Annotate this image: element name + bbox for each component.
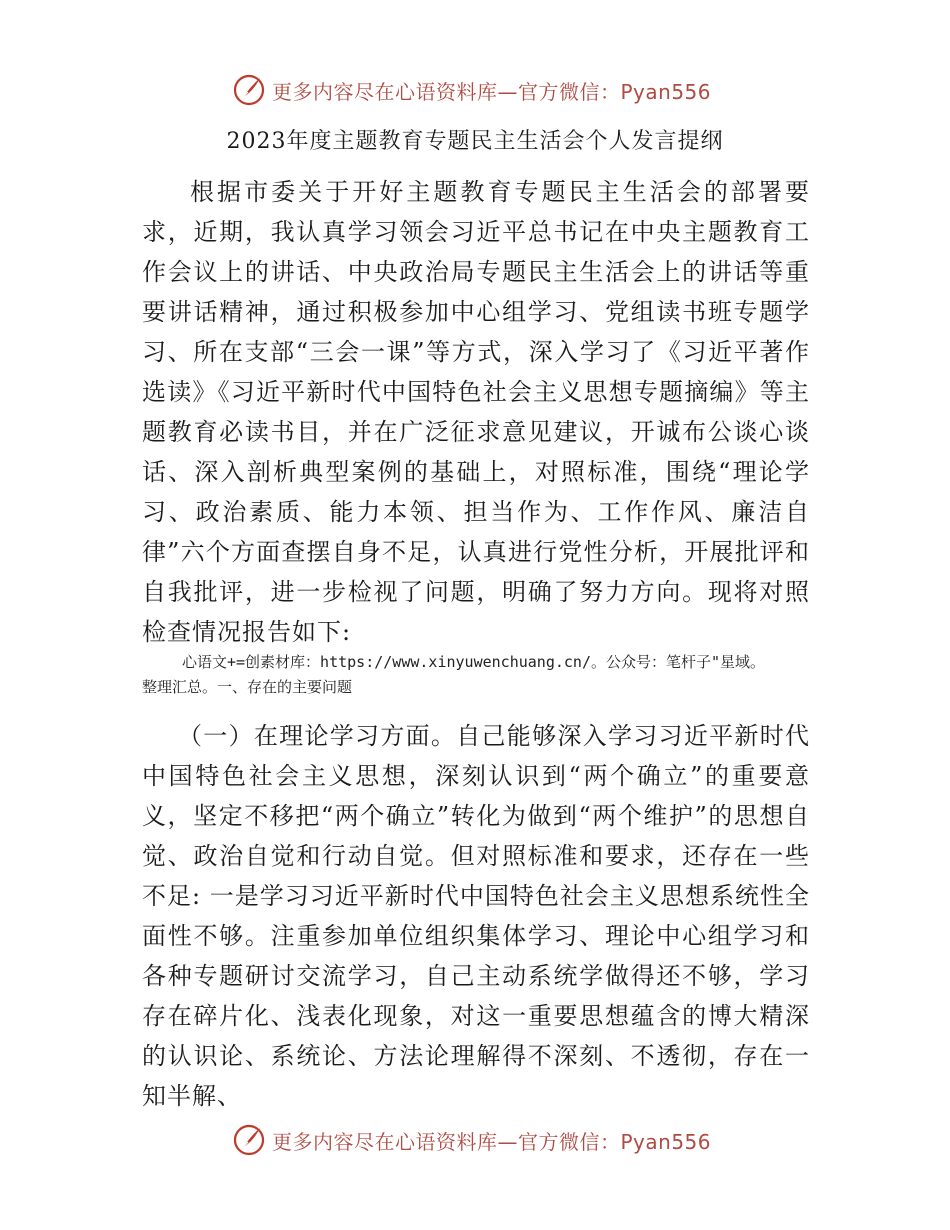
source-note-line-1: 心语文+=创素材库：https://www.xinyuwenchuang.cn/。公众号：笔杆子"星域。 (182, 653, 766, 671)
source-note (142, 650, 822, 700)
quill-pen-logo-icon (232, 1123, 266, 1157)
source-note-line-2: 整理汇总。一、存在的主要问题 (142, 678, 353, 696)
document-title: 2023年度主题教育专题民主生活会个人发言提纲 (226, 129, 724, 154)
header-banner (232, 72, 732, 108)
footer-banner (232, 1122, 732, 1158)
footer-banner-text: 更多内容尽在心语资料库—官方微信：Pyan556 (272, 1129, 712, 1154)
quill-pen-logo-icon (232, 73, 266, 107)
intro-paragraph: 根据市委关于开好主题教育专题民主生活会的部署要求，近期，我认真学习领会习近平总书记在中央主题教育工作会议上的讲话、中央政治局专题民主生活会上的讲话等重要讲话精神，通过积极参加中心组学习、党组读书班专题学习、所在支部“三会一课”等方式，深入学习了《习近平著作选读》《习近平新时代中国特色社会主义思想专题摘编》等主题教育必读书目，并在广泛征求意见建议，开诚布公谈心谈话、深入剖析典型案例的基础上，对照标准，围绕“理论学习、政治素质、能力本领、担当作为、工作作风、廉洁自律”六个方面查摆自身不足，认真进行党性分析，开展批评和自我批评，进一步检视了问题，明确了努力方向。现将对照检查情况报告如下: (142, 178, 810, 646)
section-1-paragraph: （一）在理论学习方面。自己能够深入学习习近平新时代中国特色社会主义思想，深刻认识到“两个确立”的重要意义，坚定不移把“两个确立”转化为做到“两个维护”的思想自觉、政治自觉和行动自觉。但对照标准和要求，还存在一些不足: 一是学习习近平新时代中国特色社会主义思想系统性全面性不够。注重参加单位组织集体学习、理论中心组学习和各种专题研讨交流学习，自己主动系统学做得还不够，学习存在碎片化、浅表化现象，对这一重要思想蕴含的博大精深的认识论、系统论、方法论理解得不深刻、不透彻，存在一知半解、 (142, 722, 810, 1110)
header-banner-text: 更多内容尽在心语资料库—官方微信：Pyan556 (272, 79, 712, 104)
